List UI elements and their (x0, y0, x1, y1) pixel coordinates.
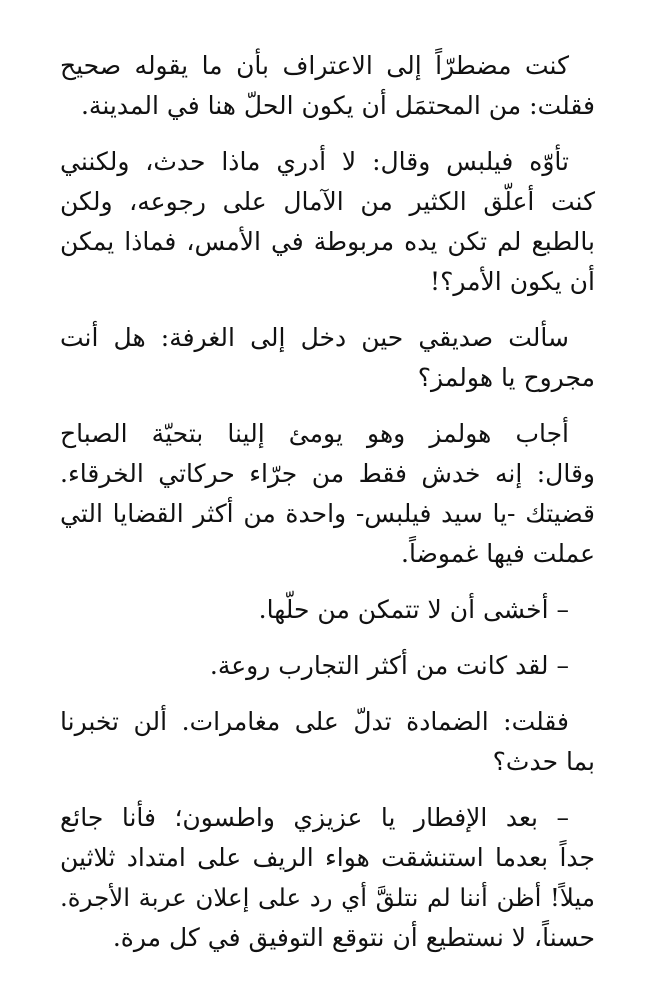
paragraph-1 (60, 46, 595, 126)
text-line: وقال: إنه خدش فقط من جرّاء حركاتي الخرقاء. (60, 459, 595, 488)
text-line: مجروح يا هولمز؟ (417, 363, 595, 392)
paragraph-8 (60, 798, 595, 958)
text-line: فقلت: من المحتمَل أن يكون الحلّ هنا في المدينة. (80, 91, 595, 120)
paragraph-3 (60, 318, 595, 398)
paragraph-4 (60, 414, 595, 574)
text-line: بما حدث؟ (492, 747, 595, 776)
dialogue-line-2 (60, 646, 595, 686)
dialogue-line-1 (60, 590, 595, 630)
text-line: أجاب هولمز وهو يومئ إلينا بتحيّة الصباح (60, 419, 569, 448)
text-line: – لقد كانت من أكثر التجارب روعة. (209, 651, 569, 680)
text-line: ميلاً! أظن أننا لم نتلقَّ أي رد على إعلان عربة الأجرة. (60, 883, 595, 912)
text-line: سألت صديقي حين دخل إلى الغرفة: هل أنت (60, 323, 569, 352)
text-line: كنت أعلّق الكثير من الآمال على رجوعه، ولكن (60, 187, 595, 216)
text-line: فقلت: الضمادة تدلّ على مغامرات. ألن تخبرنا (60, 707, 569, 736)
text-line: بالطبع لم تكن يده مربوطة في الأمس، فماذا يمكن (60, 227, 595, 256)
paragraph-7 (60, 702, 595, 782)
text-line: قضيتك -يا سيد فيلبس- واحدة من أكثر القضايا التي (60, 499, 595, 528)
text-line: كنت مضطرّاً إلى الاعتراف بأن ما يقوله صحيح (60, 51, 569, 80)
text-line: حسناً، لا نستطيع أن نتوقع التوفيق في كل مرة. (112, 923, 595, 952)
text-line: جداً بعدما استنشقت هواء الريف على امتداد ثلاثين (60, 843, 595, 872)
text-line: عملت فيها غموضاً. (401, 539, 595, 568)
text-line: – أخشى أن لا تتمكن من حلّها. (258, 595, 569, 624)
text-line: أن يكون الأمر؟! (430, 267, 595, 296)
text-line: تأوّه فيلبس وقال: لا أدري ماذا حدث، ولكنني (60, 147, 569, 176)
book-page (60, 46, 595, 974)
text-line: – بعد الإفطار يا عزيزي واطسون؛ فأنا جائع (60, 803, 569, 832)
paragraph-2 (60, 142, 595, 302)
